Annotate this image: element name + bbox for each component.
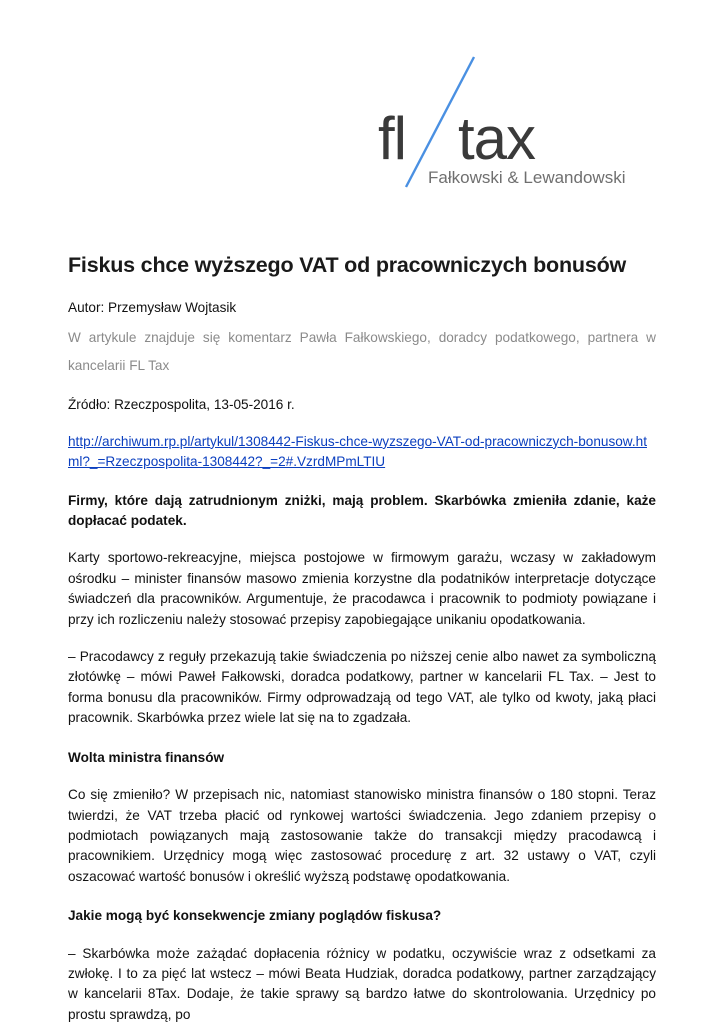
paragraph: – Skarbówka może zażądać dopłacenia różnicy w podatku, oczywiście wraz z odsetkami za zwłokę. I to za pięć lat wstecz – mówi Beata Hudziak, doradca podatkowy, partner zarządzający w kancelarii 8Tax. Dodaje, że takie sprawy są bardzo łatwe do skontrolowania. Urzędnicy po prostu sprawdzą, po bbox=[68, 945, 656, 1022]
paragraph: Co się zmieniło? W przepisach nic, natomiast stanowisko ministra finansów o 180 stopni. Teraz twierdzi, że VAT trzeba płacić od rynkowej wartości świadczenia. Jego zdaniem przepisy o podmiotach powiązanych mają zastosowanie także do transakcji między pracodawcą i pracownikiem. Urzędnicy mogą więc zastosować procedurę z art. 32 ustawy o VAT, czyli oszacować wartość bonusów i określić wyższą podstawę opodatkowania. bbox=[68, 787, 656, 884]
article-intro: W artykule znajduje się komentarz Pawła Fałkowskiego, doradcy podatkowego, partnera w kancelarii FL Tax bbox=[68, 330, 656, 374]
logo-subtitle: Fałkowski & Lewandowski bbox=[428, 168, 626, 187]
section-heading: Jakie mogą być konsekwencje zmiany poglądów fiskusa? bbox=[68, 908, 442, 924]
article-body bbox=[68, 250, 656, 1025]
fl-tax-logo bbox=[370, 55, 625, 190]
article-source: Źródło: Rzeczpospolita, 13-05-2016 r. bbox=[68, 397, 295, 413]
section-heading: Wolta ministra finansów bbox=[68, 749, 225, 765]
paragraph: Karty sportowo-rekreacyjne, miejsca postojowe w firmowym garażu, wczasy w zakładowym ośrodku – minister finansów masowo zmienia korzystne dla podatników interpretacje dotyczące świadczeń dla pracowników. Argumentuje, że pracodawca i pracownik to podmioty powiązane i przy ich rozliczeniu należy stosować przepisy zapobiegające unikaniu opodatkowania. bbox=[68, 550, 656, 627]
paragraph: – Pracodawcy z reguły przekazują takie świadczenia po niższej cenie albo nawet za symboliczną złotówkę – mówi Paweł Fałkowski, doradca podatkowy, partner w kancelarii FL Tax. – Jest to forma bonusu dla pracowników. Firmy odprowadzają od tego VAT, ale tylko od kwoty, jaką płaci pracownik. Skarbówka przez wiele lat się na to zgadzała. bbox=[68, 649, 656, 726]
article-author: Autor: Przemysław Wojtasik bbox=[68, 300, 237, 315]
article-lead: Firmy, które dają zatrudnionym zniżki, mają problem. Skarbówka zmieniła zdanie, każe dopłacać podatek. bbox=[68, 492, 656, 529]
logo-fl-text: fl bbox=[378, 105, 406, 172]
logo-tax-text: tax bbox=[458, 105, 536, 172]
article-link[interactable]: http://archiwum.rp.pl/artykul/1308442-Fiskus-chce-wyzszego-VAT-od-pracowniczych-bonusow.html?_=Rzeczpospolita-1308442?_=2#.VzrdMPmLTIU bbox=[68, 433, 647, 470]
article-title: Fiskus chce wyższego VAT od pracowniczych bonusów bbox=[68, 253, 627, 277]
